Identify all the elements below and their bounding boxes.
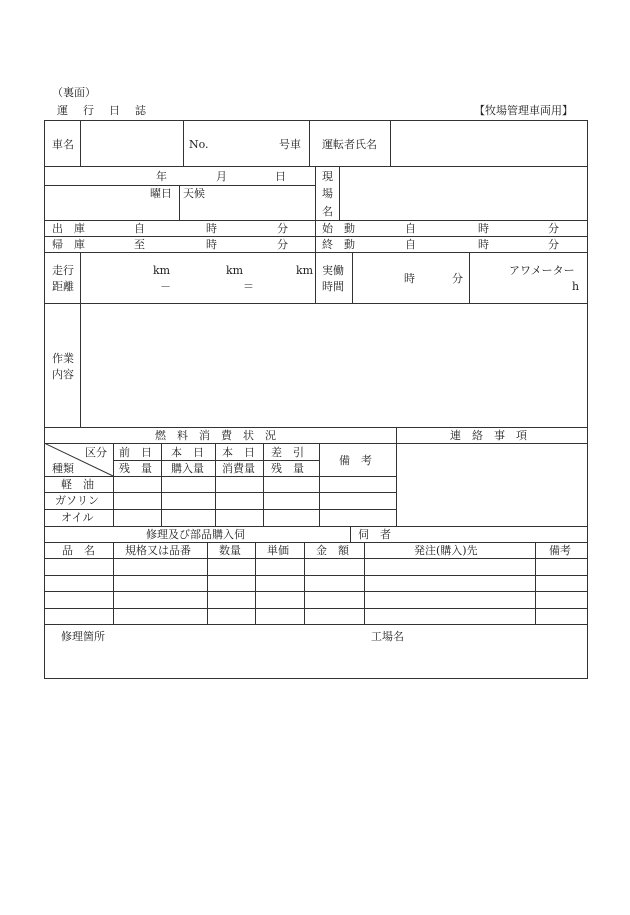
fuel-category-label: 区分 — [85, 446, 107, 459]
distance-km-3: km — [296, 264, 314, 277]
diff-label-2: 残 量 — [271, 462, 304, 475]
repair-applicant-label: 伺 者 — [358, 528, 391, 541]
col-unit-price: 単価 — [267, 544, 289, 557]
end-work-label: 終 動 — [322, 238, 355, 251]
factory-name-label: 工場名 — [371, 630, 404, 643]
col-amount: 金 額 — [316, 544, 349, 557]
prev-day-label-2: 残 量 — [119, 462, 152, 475]
repair-place-label: 修理箇所 — [61, 630, 105, 643]
weather-label: 天候 — [183, 187, 205, 200]
actual-hours-label-2: 時間 — [322, 280, 344, 293]
return-minute: 分 — [277, 238, 288, 251]
car-no-label: No. — [189, 138, 209, 151]
reverse-side-label: （裏面） — [52, 86, 96, 99]
return-to: 至 — [134, 238, 145, 251]
usage-label: 【牧場管理車両用】 — [474, 104, 573, 117]
year-label: 年 — [156, 170, 167, 183]
fuel-row-diesel: 軽 油 — [61, 478, 94, 491]
col-supplier: 発注(購入)先 — [414, 544, 478, 557]
car-name-label: 車名 — [52, 138, 74, 151]
return-hour: 時 — [206, 238, 217, 251]
actual-hours-label-1: 実働 — [322, 264, 344, 277]
col-quantity: 数量 — [219, 544, 241, 557]
car-number-suffix: 号車 — [279, 138, 301, 151]
distance-equals: ＝ — [243, 280, 254, 293]
actual-hour: 時 — [404, 272, 415, 285]
start-work-from: 自 — [405, 222, 416, 235]
distance-minus: － — [160, 280, 171, 293]
prev-day-label-1: 前 日 — [119, 446, 152, 459]
today-use-label-1: 本 日 — [222, 446, 255, 459]
col-spec: 規格又は品番 — [125, 544, 191, 557]
distance-label-2: 距離 — [52, 280, 74, 293]
site-name-char-2: 場 — [322, 187, 333, 200]
start-work-hour: 時 — [478, 222, 489, 235]
departure-hour: 時 — [206, 222, 217, 235]
page-title: 運 行 日 誌 — [57, 104, 148, 117]
weekday-label: 曜日 — [150, 187, 172, 200]
today-purchase-label-1: 本 日 — [171, 446, 204, 459]
end-work-hour: 時 — [478, 238, 489, 251]
today-use-label-2: 消費量 — [222, 462, 255, 475]
diff-label-1: 差 引 — [271, 446, 304, 459]
start-work-minute: 分 — [548, 222, 559, 235]
fuel-remarks-label: 備 考 — [339, 454, 372, 467]
fuel-row-oil: オイル — [61, 511, 94, 524]
col-remarks: 備考 — [549, 544, 571, 557]
repair-title: 修理及び部品購入伺 — [146, 528, 245, 541]
today-purchase-label-2: 購入量 — [171, 462, 204, 475]
col-item-name: 品 名 — [62, 544, 95, 557]
distance-km-1: km — [153, 264, 171, 277]
end-work-minute: 分 — [548, 238, 559, 251]
actual-minute: 分 — [452, 272, 463, 285]
work-label-2: 内容 — [52, 368, 74, 381]
departure-minute: 分 — [277, 222, 288, 235]
departure-from: 自 — [134, 222, 145, 235]
distance-km-2: km — [226, 264, 244, 277]
fuel-row-gasoline: ガソリン — [55, 494, 99, 507]
departure-label: 出 庫 — [52, 222, 85, 235]
month-label: 月 — [216, 170, 227, 183]
distance-label-1: 走行 — [52, 264, 74, 277]
hourmeter-unit: h — [572, 280, 580, 293]
start-work-label: 始 動 — [322, 222, 355, 235]
site-name-char-3: 名 — [322, 205, 333, 218]
site-name-char-1: 現 — [322, 170, 333, 183]
fuel-title: 燃 料 消 費 状 況 — [155, 429, 276, 442]
day-label: 日 — [275, 170, 286, 183]
fuel-kind-label: 種類 — [52, 462, 74, 475]
hourmeter-label: アワメーター — [509, 264, 575, 277]
end-work-from: 自 — [405, 238, 416, 251]
return-label: 帰 庫 — [52, 238, 85, 251]
contact-title: 連 絡 事 項 — [450, 429, 527, 442]
driver-name-label: 運転者氏名 — [322, 138, 377, 151]
work-label-1: 作業 — [52, 352, 74, 365]
main-form — [44, 120, 588, 679]
